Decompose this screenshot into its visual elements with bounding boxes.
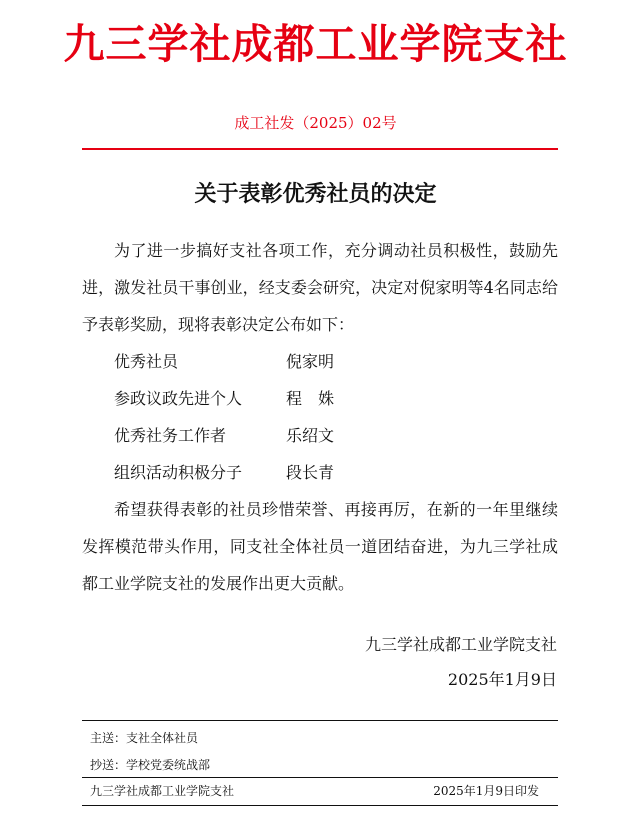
award-recipient: 程 姝	[286, 389, 335, 408]
footer-rule-top	[82, 720, 558, 721]
award-recipient: 段长青	[286, 463, 335, 482]
footer-rule-middle	[82, 777, 558, 778]
signature-organization: 九三学社成都工业学院支社	[364, 635, 557, 654]
award-row	[82, 380, 558, 417]
award-row	[82, 454, 558, 491]
award-recipient: 乐绍文	[286, 426, 335, 445]
cc-recipient: 抄送：学校党委统战部	[90, 758, 211, 772]
print-date: 2025年1月9日印发	[433, 784, 539, 798]
document-body	[82, 232, 558, 602]
award-category: 优秀社员	[114, 352, 179, 371]
award-category: 参政议政先进个人	[114, 389, 243, 408]
issuing-organization: 九三学社成都工业学院支社	[90, 784, 235, 798]
footer-rule-bottom	[82, 805, 558, 806]
intro-paragraph: 为了进一步搞好支社各项工作，充分调动社员积极性，鼓励先进，激发社员干事创业，经支委会研究，决定对倪家明等4名同志给予表彰奖励，现将表彰决定公布如下：	[82, 241, 558, 334]
signature-date: 2025年1月9日	[447, 670, 557, 689]
award-category: 组织活动积极分子	[114, 463, 243, 482]
masthead-title: 九三学社成都工业学院支社	[63, 20, 568, 68]
red-divider	[82, 148, 558, 150]
award-row	[82, 417, 558, 454]
closing-paragraph: 希望获得表彰的社员珍惜荣誉、再接再厉，在新的一年里继续发挥模范带头作用，同支社全体社员一道团结奋进，为九三学社成都工业学院支社的发展作出更大贡献。	[82, 500, 558, 593]
document-title: 关于表彰优秀社员的决定	[194, 181, 437, 207]
award-category: 优秀社务工作者	[114, 426, 227, 445]
award-recipient: 倪家明	[286, 352, 335, 371]
award-row	[82, 343, 558, 380]
main-recipient: 主送：支社全体社员	[90, 731, 199, 745]
document-number: 成工社发（2025）02号	[234, 114, 397, 132]
